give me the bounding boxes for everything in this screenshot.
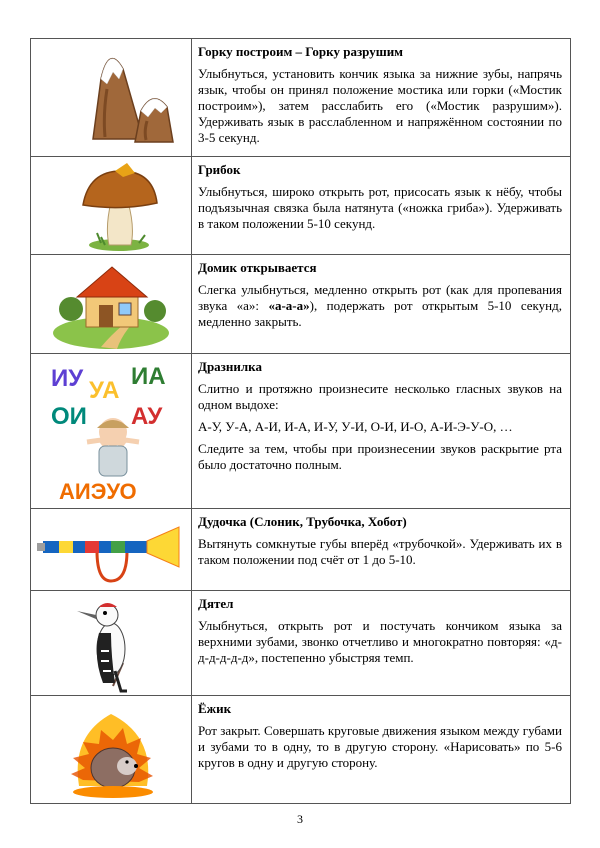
table-row bbox=[31, 157, 571, 255]
vowel-label: ОИ bbox=[51, 403, 87, 430]
table-row bbox=[31, 509, 571, 591]
exercise-text-cell bbox=[192, 696, 571, 804]
child-with-vowels-icon bbox=[31, 354, 191, 509]
exercise-description: Улыбнуться, установить кончик языка за нижние зубы, напрячь язык, чтобы он принял положение мостика или горки («Мостик построим»), затем расслабить его («Мостик разрушим»). Удерживать язык в расслабленном и напряжённом состоянии по 3-5 секунд. bbox=[198, 66, 562, 145]
vowel-label: ИА bbox=[131, 363, 166, 390]
table-row bbox=[31, 354, 571, 509]
exercise-description: Рот закрыт. Совершать круговые движения языком между губами и зубами то в одну, то в другую сторону. «Нарисовать» по 5-6 кругов в одну и другую сторону. bbox=[198, 723, 562, 770]
woodpecker-icon bbox=[31, 591, 191, 696]
image-cell bbox=[31, 39, 192, 157]
house-icon bbox=[31, 255, 191, 354]
exercise-title: Дятел bbox=[198, 596, 234, 611]
image-cell bbox=[31, 255, 192, 354]
exercise-table bbox=[30, 38, 571, 804]
exercise-text-cell bbox=[192, 39, 571, 157]
exercise-title: Дудочка (Слоник, Трубочка, Хобот) bbox=[198, 514, 407, 529]
exercise-text-cell bbox=[192, 591, 571, 696]
exercise-text-cell bbox=[192, 354, 571, 509]
image-cell bbox=[31, 354, 192, 509]
table-row bbox=[31, 696, 571, 804]
image-cell bbox=[31, 157, 192, 255]
exercise-title: Домик открывается bbox=[198, 260, 317, 275]
table-row bbox=[31, 591, 571, 696]
exercise-title: Ёжик bbox=[198, 701, 232, 716]
exercise-title: Грибок bbox=[198, 162, 241, 177]
vowel-label: АИЭУО bbox=[59, 479, 137, 504]
exercise-description: Слитно и протяжно произнесите несколько гласных звуков на одном выдохе: bbox=[198, 381, 562, 412]
table-row bbox=[31, 39, 571, 157]
exercise-text-cell bbox=[192, 157, 571, 255]
mushroom-icon bbox=[31, 157, 191, 255]
mountains-icon bbox=[31, 39, 191, 156]
trumpet-icon bbox=[31, 509, 191, 591]
vowel-label: АУ bbox=[131, 403, 163, 430]
exercise-title: Горку построим – Горку разрушим bbox=[198, 44, 404, 59]
exercise-description: Вытянуть сомкнутые губы вперёд «трубочкой». Удерживать их в таком положении под счёт от 1 до 5-10. bbox=[198, 536, 562, 567]
hedgehog-icon bbox=[31, 696, 191, 804]
exercise-title: Дразнилка bbox=[198, 359, 262, 374]
image-cell bbox=[31, 509, 192, 591]
exercise-description: А-У, У-А, А-И, И-А, И-У, У-И, О-И, И-О, А-И-Э-У-О, … bbox=[198, 419, 513, 434]
vowel-label: ИУ bbox=[51, 365, 84, 392]
table-row bbox=[31, 255, 571, 354]
image-cell bbox=[31, 696, 192, 804]
exercise-text-cell bbox=[192, 255, 571, 354]
exercise-description: Слегка улыбнуться, медленно открыть рот (как для пропевания звука «а»: «а-а-а»), подержать рот открытым 5-10 секунд, медленно закрыть. bbox=[198, 282, 562, 329]
exercise-description: Улыбнуться, открыть рот и постучать кончиком языка за верхними зубами, звонко отчетливо и многократно повторяя: «д-д-д-д-д-д», постепенно убыстряя темп. bbox=[198, 618, 562, 665]
page-number: 3 bbox=[297, 812, 303, 826]
exercise-description: Улыбнуться, широко открыть рот, присосать язык к нёбу, чтобы подъязычная связка была натянута («ножка гриба»). Удерживать в таком положении 5-10 секунд. bbox=[198, 184, 562, 231]
exercise-description: Следите за тем, чтобы при произнесении звуков раскрытие рта было достаточно полным. bbox=[198, 441, 562, 472]
image-cell bbox=[31, 591, 192, 696]
exercise-text-cell bbox=[192, 509, 571, 591]
vowel-label: УА bbox=[89, 377, 120, 404]
